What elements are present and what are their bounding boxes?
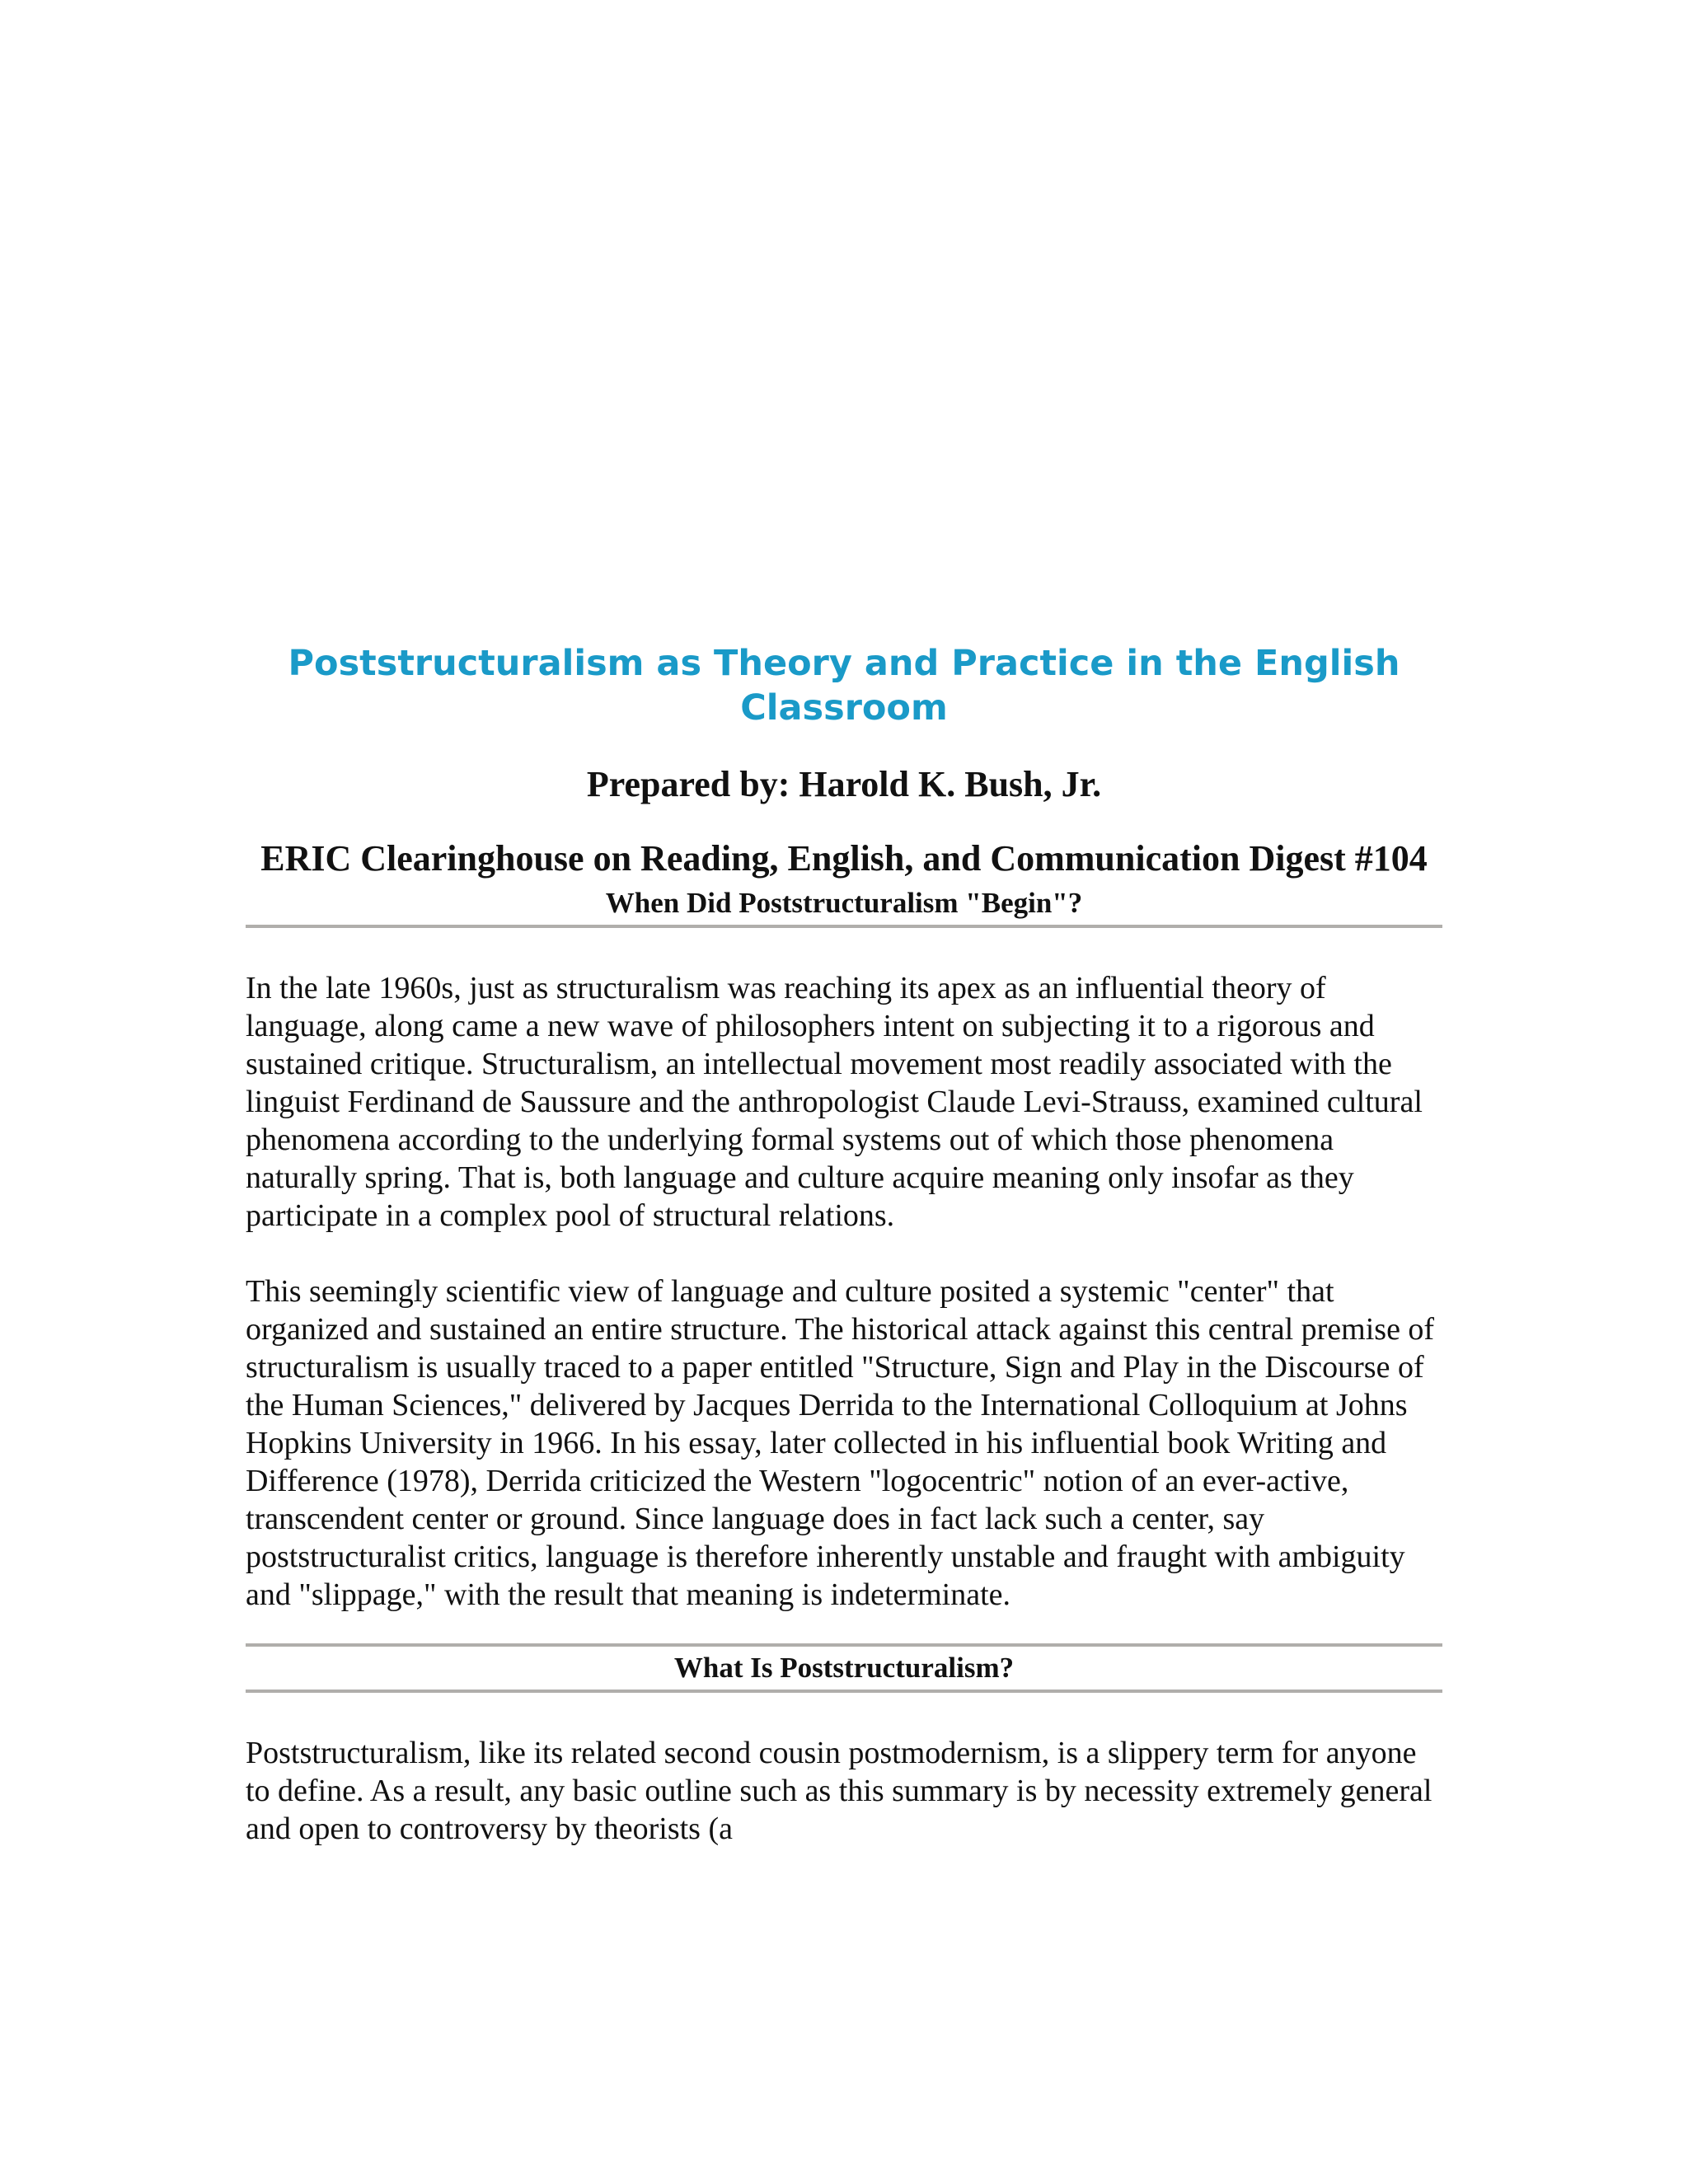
- author-byline: Prepared by: Harold K. Bush, Jr.: [586, 764, 1102, 804]
- section-heading-begin: When Did Poststructuralism "Begin"?: [246, 885, 1442, 928]
- section-heading-what-is: What Is Poststructuralism?: [246, 1643, 1442, 1693]
- document-content: [246, 641, 1442, 1848]
- paragraph-definition: Poststructuralism, like its related second cousin postmodernism, is a slippery term for anyone to define. As a result, any basic outline such as this summary is by necessity extremely general and open to controversy by theorists (a: [246, 1736, 1432, 1846]
- document-title: Poststructuralism as Theory and Practice in the English Classroom: [288, 643, 1400, 729]
- paragraph-structuralism-origins: In the late 1960s, just as structuralism was reaching its apex as an influential theory of language, along came a new wave of philosophers intent on subjecting it to a rigorous and sustained critique. Structuralism, an intellectual movement most readily associated with the linguist Ferdinand de Saussure and the anthropologist Claude Levi-Strauss, examined cultural phenomena according to the underlying formal systems out of which those phenomena naturally spring. That is, both language and culture acquire meaning only insofar as they participate in a complex pool of structural relations.: [246, 971, 1423, 1233]
- paragraph-derrida-critique: This seemingly scientific view of language and culture posited a systemic "center" that organized and sustained an entire structure. The historical attack against this central premise of structuralism is usually traced to a paper entitled "Structure, Sign and Play in the Discourse of the Human Sciences," delivered by Jacques Derrida to the International Colloquium at Johns Hopkins University in 1966. In his essay, later collected in his influential book Writing and Difference (1978), Derrida criticized the Western "logocentric" notion of an ever-active, transcendent center or ground. Since language does in fact lack such a center, say poststructuralist critics, language is therefore inherently unstable and fraught with ambiguity and "slippage," with the result that meaning is indeterminate.: [246, 1274, 1435, 1612]
- digest-series: ERIC Clearinghouse on Reading, English, and Communication Digest #104: [260, 838, 1428, 879]
